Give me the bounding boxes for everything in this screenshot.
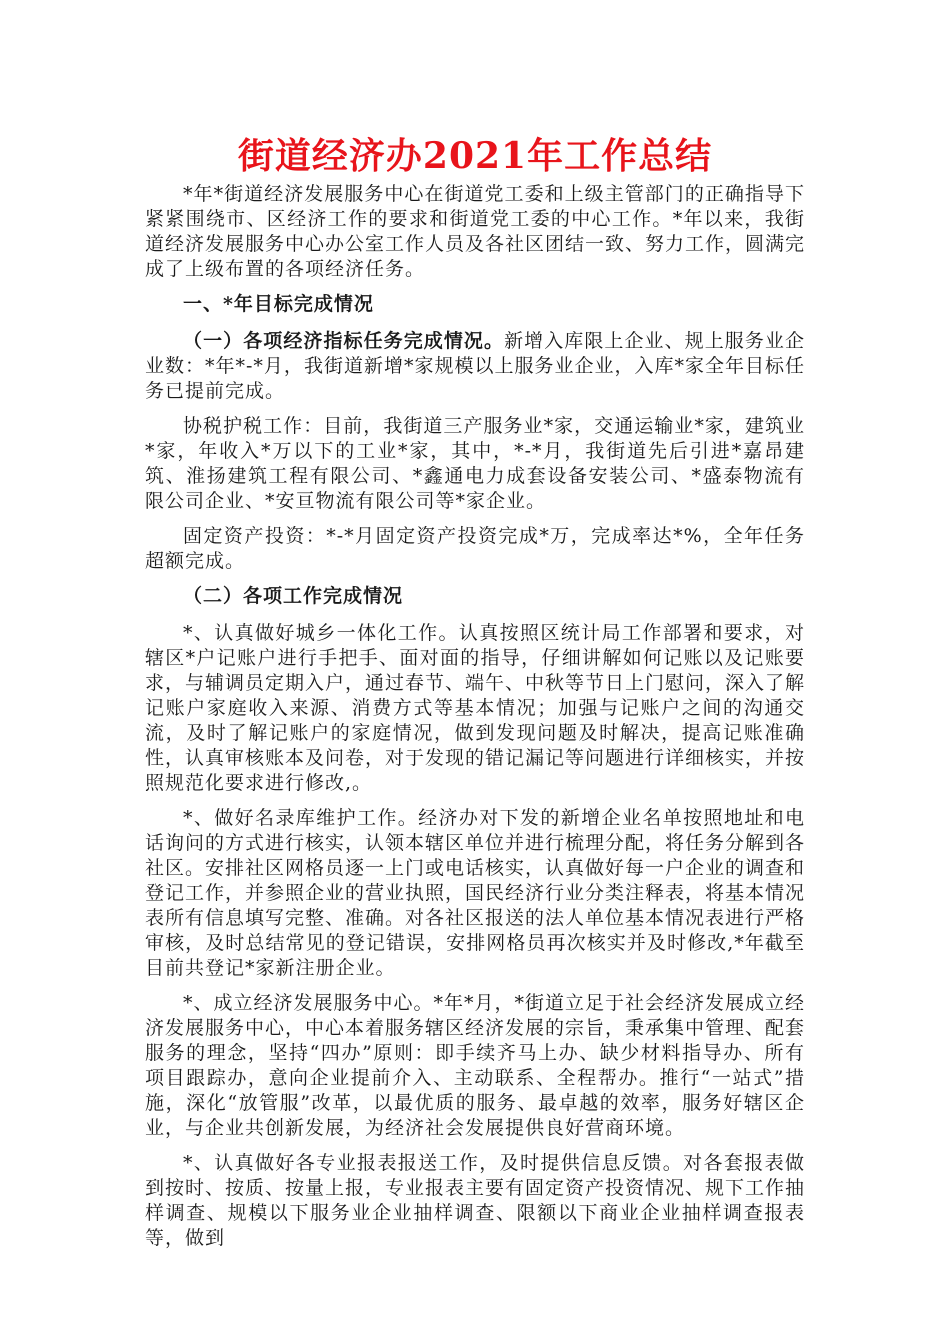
work-item-paragraph: *、成立经济发展服务中心。*年*月，*街道立足于社会经济发展成立经济发展服务中心，中心本着服务辖区经济发展的宗旨，秉承集中管理、配套服务的理念，坚持“四办”原则：即手续齐马上办、缺少材料指导办、所有项目跟踪办，意向企业提前介入、主动联系、全程帮办。推行“一站式”措施，深化“放管服”改革，以最优质的服务、最卓越的效率，服务好辖区企业，与企业共创新发展，为经济社会发展提供良好营商环境。 [145,992,806,1139]
document-title: 街道经济办2021年工作总结 [237,135,713,177]
intro-paragraph: *年*街道经济发展服务中心在街道党工委和上级主管部门的正确指导下紧紧围绕市、区经济工作的要求和街道党工委的中心工作。*年以来，我街道经济发展服务中心办公室工作人员及各社区团结一致、努力工作，圆满完成了上级布置的各项经济任务。 [145,183,806,280]
subsection-heading: （一）各项经济指标任务完成情况。 [183,330,505,352]
subsection-heading: （二）各项工作完成情况 [183,585,404,607]
investment-paragraph: 固定资产投资：*-*月固定资产投资完成*万，完成率达*%，全年任务超额完成。 [145,525,805,572]
document-body [145,182,805,1261]
indicator-paragraph [145,329,805,404]
tax-paragraph: 协税护税工作：目前，我街道三产服务业*家，交通运输业*家，建筑业*家，年收入*万以下的工业*家，其中，*-*月，我街道先后引进*嘉昂建筑、淮扬建筑工程有限公司、*鑫通电力成套设备安装公司、*盛泰物流有限公司企业、*安亘物流有限公司等*家企业。 [145,415,805,512]
work-item-paragraph: *、认真做好城乡一体化工作。认真按照区统计局工作部署和要求，对辖区*户记账户进行手把手、面对面的指导，仔细讲解如何记账以及记账要求，与辅调员定期入户，通过春节、端午、中秋等节日上门慰问，深入了解记账户家庭收入来源、消费方式等基本情况；加强与记账户之间的沟通交流，及时了解记账户的家庭情况，做到发现问题及时解决，提高记账准确性，认真审核账本及问卷，对于发现的错记漏记等问题进行详细核实，并按照规范化要求进行修改,。 [145,622,806,794]
indicator-text: 新增入库限上企业、规上服务业企业数：*年*-*月，我街道新增*家规模以上服务业企业，入库*家全年目标任务已提前完成。 [145,330,805,402]
work-item-paragraph: *、认真做好各专业报表报送工作，及时提供信息反馈。对各套报表做到按时、按质、按量上报，专业报表主要有固定资产投资情况、规下工作抽样调查、规模以下服务业企业抽样调查、限额以下商业企业抽样调查报表等，做到 [145,1152,806,1249]
work-item-paragraph: *、做好名录库维护工作。经济办对下发的新增企业名单按照地址和电话询问的方式进行核实，认领本辖区单位并进行梳理分配，将任务分解到各社区。安排社区网格员逐一上门或电话核实，认真做好每一户企业的调查和登记工作，并参照企业的营业执照，国民经济行业分类注释表，将基本情况表所有信息填写完整、准确。对各社区报送的法人单位基本情况表进行严格审核，及时总结常见的登记错误，安排网格员再次核实并及时修改,*年截至目前共登记*家新注册企业。 [145,807,806,979]
section-heading: 一、*年目标完成情况 [183,293,374,315]
